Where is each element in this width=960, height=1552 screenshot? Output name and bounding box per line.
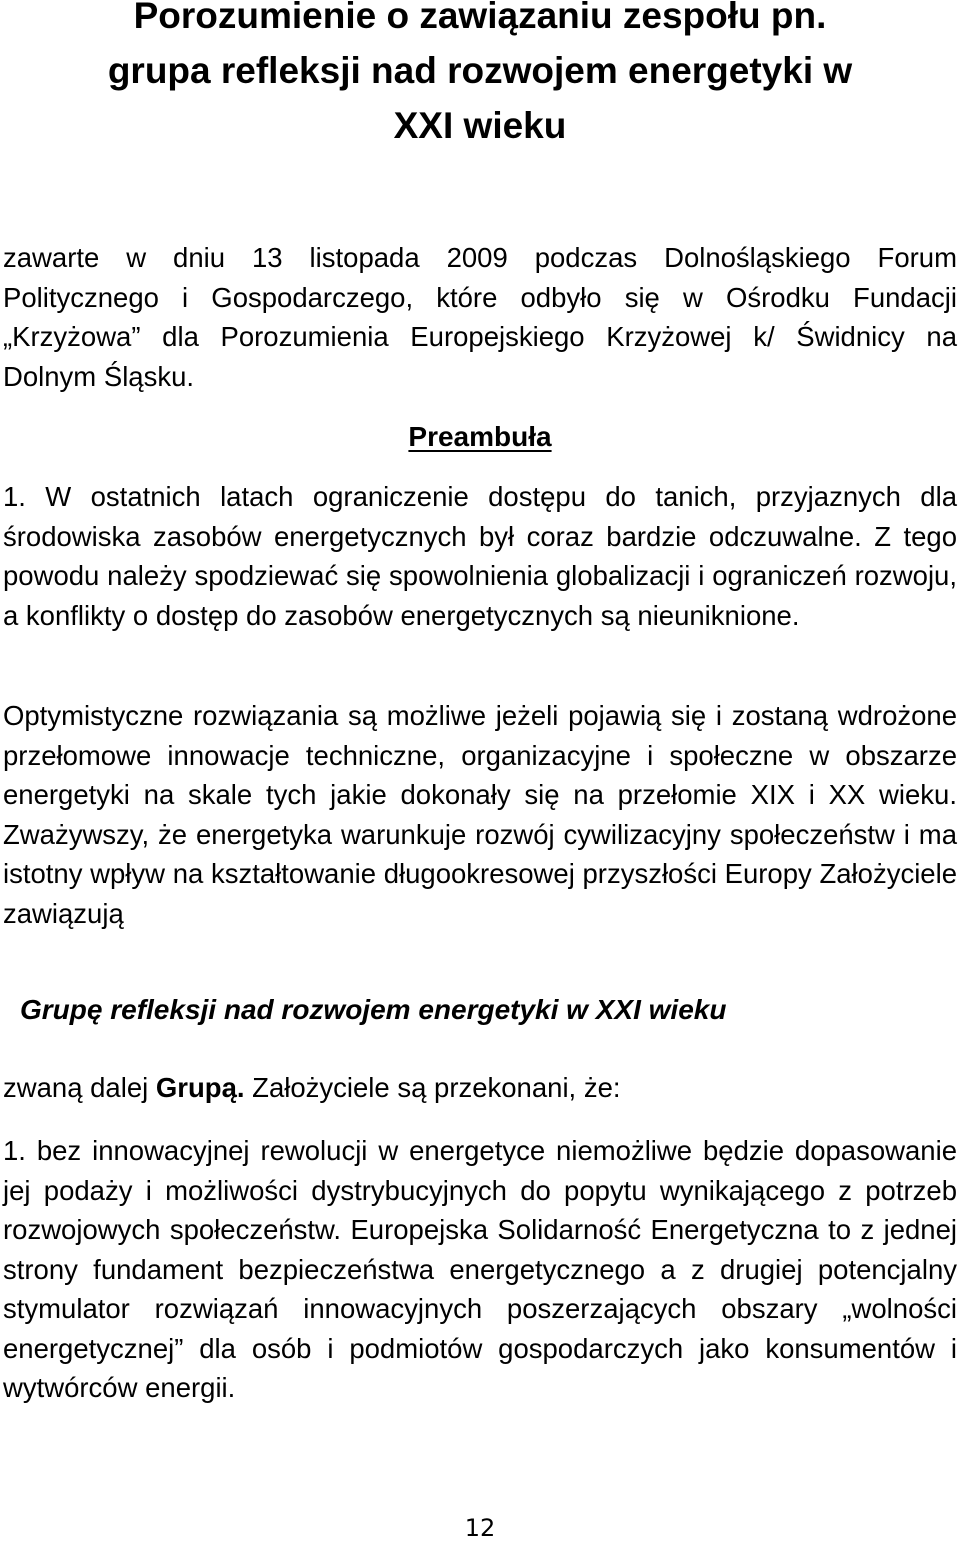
preamble-heading-text: Preambuła <box>408 421 552 452</box>
called-paragraph <box>3 1068 957 1108</box>
document-title <box>0 0 960 153</box>
page-number: 12 <box>464 1514 496 1542</box>
title-line-1: Porozumienie o zawiązaniu zespołu pn. <box>133 0 827 36</box>
optimism-paragraph: Optymistyczne rozwiązania są możliwe jeżeli pojawią się i zostaną wdrożone przełomowe innowacje techniczne, organizacyjne i społeczne w obszarze energetyki na skale tych jakie dokonały się na przełomie XIX i XX wieku. Zważywszy, że energetyka warunkuje rozwój cywilizacyjny społeczeństw i ma istotny wpływ na kształtowanie długookresowej przyszłości Europy Założyciele zawiązują <box>3 700 957 929</box>
title-line-3: XXI wieku <box>393 105 567 146</box>
title-line-2: grupa refleksji nad rozwojem energetyki w <box>107 50 853 91</box>
preamble-heading <box>0 417 960 457</box>
intro-paragraph: zawarte w dniu 13 listopada 2009 podczas Dolnośląskiego Forum Politycznego i Gospodarczego, które odbyło się w Ośrodku Fundacji „Krzyżowa” dla Porozumienia Europejskiego Krzyżowej k/ Świdnicy na Dolnym Śląsku. <box>3 242 957 392</box>
point-1-paragraph: 1. bez innowacyjnej rewolucji w energetyce niemożliwe będzie dopasowanie jej podaży i możliwości dystrybucyjnych do popytu wynikającego z potrzeb rozwojowych społeczeństw. Europejska Solidarność Energetyczna to z jednej strony fundament bezpieczeństwa energetycznego a z drugiej potencjalny stymulator rozwiązań innowacyjnych poszerzających obszary „wolności energetycznej” dla osób i podmiotów gospodarczych jako konsumentów i wytwórców energii. <box>3 1135 957 1403</box>
called-bold: Grupą. <box>155 1072 245 1103</box>
preamble-section-1: 1. W ostatnich latach ograniczenie dostępu do tanich, przyjaznych dla środowiska zasobów energetycznych był coraz bardzie odczuwalne. Z tego powodu należy spodziewać się spowolnienia globalizacji i ograniczeń rozwoju, a konflikty o dostęp do zasobów energetycznych są nieuniknione. <box>3 481 957 631</box>
called-before: zwaną dalej <box>3 1072 156 1103</box>
group-name: Grupę refleksji nad rozwojem energetyki w XXI wieku <box>20 994 727 1025</box>
called-after: Założyciele są przekonani, że: <box>244 1072 621 1103</box>
